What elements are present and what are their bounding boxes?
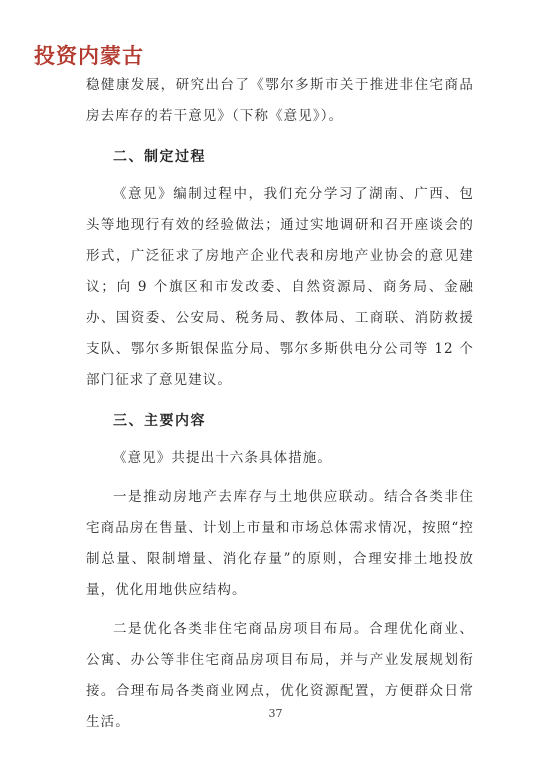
process-paragraph: 《意见》编制过程中，我们充分学习了湖南、广西、包头等地现行有效的经验做法；通过实地调研和召开座谈会的形式，广泛征求了房地产企业代表和房地产业协会的意见建议；向 9 个旗区和市发改委、自然资源局、商务局、金融办、国资委、公安局、税务局、教体局、工商联、消防救援支队、鄂尔多斯银保监分局、鄂尔多斯供电分公司等 12 个部门征求了意见建议。 — [86, 186, 474, 388]
section-heading-process: 二、制定过程 — [113, 149, 206, 165]
section-heading-main-content: 三、主要内容 — [113, 413, 206, 429]
measures-summary-paragraph: 《意见》共提出十六条具体措施。 — [113, 450, 332, 466]
page-number: 37 — [268, 707, 283, 720]
document-header-title: 投资内蒙古 — [34, 44, 144, 68]
intro-paragraph: 稳健康发展，研究出台了《鄂尔多斯市关于推进非住宅商品房去库存的若干意见》（下称《意见》）。 — [86, 77, 474, 124]
document-body — [86, 70, 474, 738]
measure-two-paragraph: 二是优化各类非住宅商品房项目布局。合理优化商业、公寓、办公等非住宅商品房项目布局，并与产业发展规划衔接。合理布局各类商业网点，优化资源配置，方便群众日常生活。 — [86, 621, 474, 730]
measure-one-paragraph: 一是推动房地产去库存与土地供应联动。结合各类非住宅商品房在售量、计划上市量和市场总体需求情况，按照“控制总量、限制增量、消化存量”的原则，合理安排土地投放量，优化用地供应结构。 — [86, 489, 474, 598]
